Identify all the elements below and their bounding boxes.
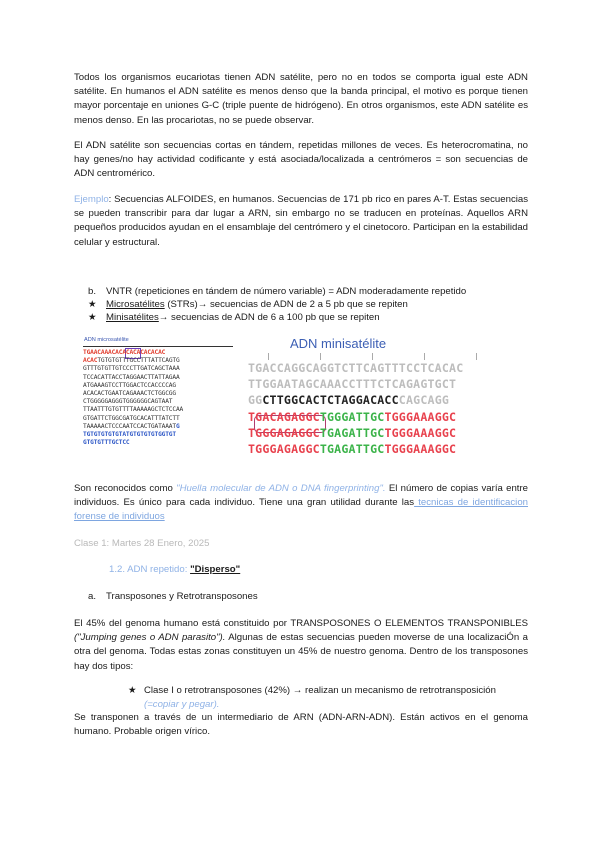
micro-label: Microsatélites	[106, 299, 165, 310]
ruler-tick	[476, 353, 477, 360]
list-marker-a: a.	[88, 591, 97, 602]
seq-line: G	[175, 422, 180, 430]
class-date: Clase 1: Martes 28 Enero, 2025	[74, 538, 210, 549]
seq-line: GTTTGTGTTGTCCCTTGATCAGCTAAA	[83, 365, 180, 373]
minisatellite-title: ADN minisatélite	[290, 336, 387, 351]
microsatellite-figure	[81, 337, 237, 447]
mini-label: Minisatélites	[106, 312, 159, 323]
figure-divider	[83, 346, 233, 347]
seq-line: TGACCAGGCAGGTCTTCAGTTTCCTCACAC	[248, 361, 464, 375]
text: Son reconocidos como	[74, 483, 177, 494]
seq-line: CTTGGCACTCTAGGACACC	[262, 393, 399, 408]
seq-repeat: TGGGATTGC	[319, 409, 385, 424]
seq-line: TGAACAAACACACACACACACAC	[83, 349, 166, 356]
fingerprinting-italic: "Huella molecular de ADN o DNA fingerprinting".	[176, 483, 386, 494]
seq-line: GTGTGTTTGCTCC	[83, 439, 130, 447]
paragraph-fingerprinting	[74, 482, 528, 525]
star-icon: ★	[88, 299, 97, 310]
paragraph-intermediario-arn: Se transponen a través de un intermediario de ARN (ADN-ARN-ADN). Están activos en el genoma humano. Probable origen vírico.	[74, 712, 528, 738]
seq-line: TAAAAACTCCCAATCCACTGATAAAT	[83, 422, 176, 430]
seq-line: TGTGTGTTTGCCTTTATTCAGTG	[97, 357, 180, 365]
seq-line: GTGATTCTGGCGATGCACATTTATCTT	[83, 414, 180, 422]
seq-repeat: TGAGATTGC	[319, 442, 385, 457]
seq-line: TTGGAATAGCAAACCTTTCTCAGAGTGCT	[248, 377, 457, 392]
seq-line: ACACACTGAATCAGAAACTCTGGCGG	[83, 390, 176, 398]
seq-line: CAGCAGG	[398, 393, 450, 408]
paragraph-secuencias-tandem: El ADN satélite son secuencias cortas en tándem, repetidas millones de veces. Es heterocromatina, no hay genes/no hay actividad codificante y está asociada/localizada a centrómeros = son secuencias de ADN centromérico.	[74, 140, 528, 180]
list-marker-b: b.	[88, 286, 97, 297]
list-item-clase1	[128, 684, 528, 712]
text: El número de copias varía entre individuos. Es único para cada individuo. Tiene una gran utilidad durante las	[74, 483, 528, 509]
star-icon: ★	[88, 312, 97, 323]
ruler-tick	[320, 353, 321, 360]
text: Algunas de estas secuencias pueden moverse de una localizaciÓn a otra del genoma. Todas estas zonas constituyen un 45% de nuestro genoma. Dentro de los transposones hay dos tipos:	[74, 632, 528, 672]
seq-repeat: TGACAGAGGC	[248, 409, 320, 424]
seq-line: TGTGTGTGTGTATGTGTGTGTGGTGT	[83, 431, 176, 439]
clase1-text: Clase I o retrotransposones (42%) → realizan un mecanismo de retrotransposición	[144, 685, 496, 696]
ruler-tick	[424, 353, 425, 360]
paragraph-transposones	[74, 617, 528, 674]
seq-line: GG	[248, 393, 263, 408]
paragraph-ejemplo	[74, 193, 528, 250]
paragraph-adn-satelite: Todos los organismos eucariotas tienen ADN satélite, pero no en todos se comporta igual este ADN satélite. En humanos el ADN satélite es menos denso que la banda principal, el motivo es porque tienen mayor porcentaje en uniones G-C (triple puente de hidrógeno). En otros organismos, este ADN satélite es menos denso. En las procariotas, no se puede observar.	[74, 72, 528, 126]
list-item-transposones	[88, 590, 258, 604]
section-title: "Disperso"	[190, 564, 241, 575]
micro-text: (STRs)→ secuencias de ADN de 2 a 5 pb que se repiten	[164, 299, 408, 310]
microsatellite-sequence	[83, 349, 183, 447]
clase1-note: (=copiar y pegar).	[144, 699, 220, 710]
seq-line: TTAATTTGTGTTTTAAAAAGCTCTCCAA	[83, 406, 184, 414]
minisatellite-sequence	[248, 360, 463, 457]
list-item-vntr	[88, 285, 466, 299]
microsatellite-caption: ADN microsatélite	[84, 337, 129, 343]
ruler-tick	[372, 353, 373, 360]
ejemplo-label: Ejemplo	[74, 194, 109, 205]
mini-text: → secuencias de ADN de 6 a 100 pb que se repiten	[158, 312, 380, 323]
seq-repeat: TGGGAGAGGC	[248, 442, 320, 457]
seq-repeat: TGGGAAAGGC	[384, 442, 457, 457]
seq-line: CTGGGGGAGGGTGGGGGGCAGTAAT	[83, 398, 173, 406]
transposones-text: Transposones y Retrotransposones	[106, 591, 258, 602]
seq-line: ACAC	[83, 357, 98, 365]
star-icon: ★	[128, 685, 137, 696]
seq-repeat: TGGGAAAGGC	[384, 425, 457, 440]
seq-line: ATGAAAGTCCTTGGACTCCACCCCAG	[83, 381, 176, 389]
forense-link[interactable]: tecnicas de identificacion forense de individuos	[74, 497, 528, 523]
seq-repeat: TGGGAGAGGC	[248, 425, 320, 440]
list-item-microsatelites	[88, 298, 408, 312]
jumping-genes-italic: ("Jumping genes o ADN parasito").	[74, 632, 226, 644]
list-item-minisatelites	[88, 311, 380, 325]
section-heading	[109, 564, 240, 575]
vntr-text: VNTR (repeticiones en tándem de número variable) = ADN moderadamente repetido	[106, 286, 467, 297]
minisatellite-figure	[248, 333, 516, 457]
seq-repeat: TGGGAAAGGC	[384, 409, 457, 424]
seq-repeat: TGAGATTGC	[319, 425, 385, 440]
section-number: 1.2. ADN repetido:	[109, 564, 191, 575]
ruler-tick	[268, 353, 269, 360]
seq-line: TCCACATTACCTAGGAACTTATTAGAA	[83, 373, 180, 381]
text: El 45% del genoma humano está constituido por TRANSPOSONES O ELEMENTOS TRANSPONIBLES	[74, 618, 528, 629]
ejemplo-text: : Secuencias ALFOIDES, en humanos. Secuencias de 171 pb rico en pares A-T. Estas secuencias se pueden transcribir para dar lugar a ARN, sin embargo no se traducen en proteínas. Aquellos ARN pequeños producidos ayudan en el ensamblaje del centrómero y el cinetocoro. Participan en la estabilidad celular y estructural.	[74, 194, 528, 248]
